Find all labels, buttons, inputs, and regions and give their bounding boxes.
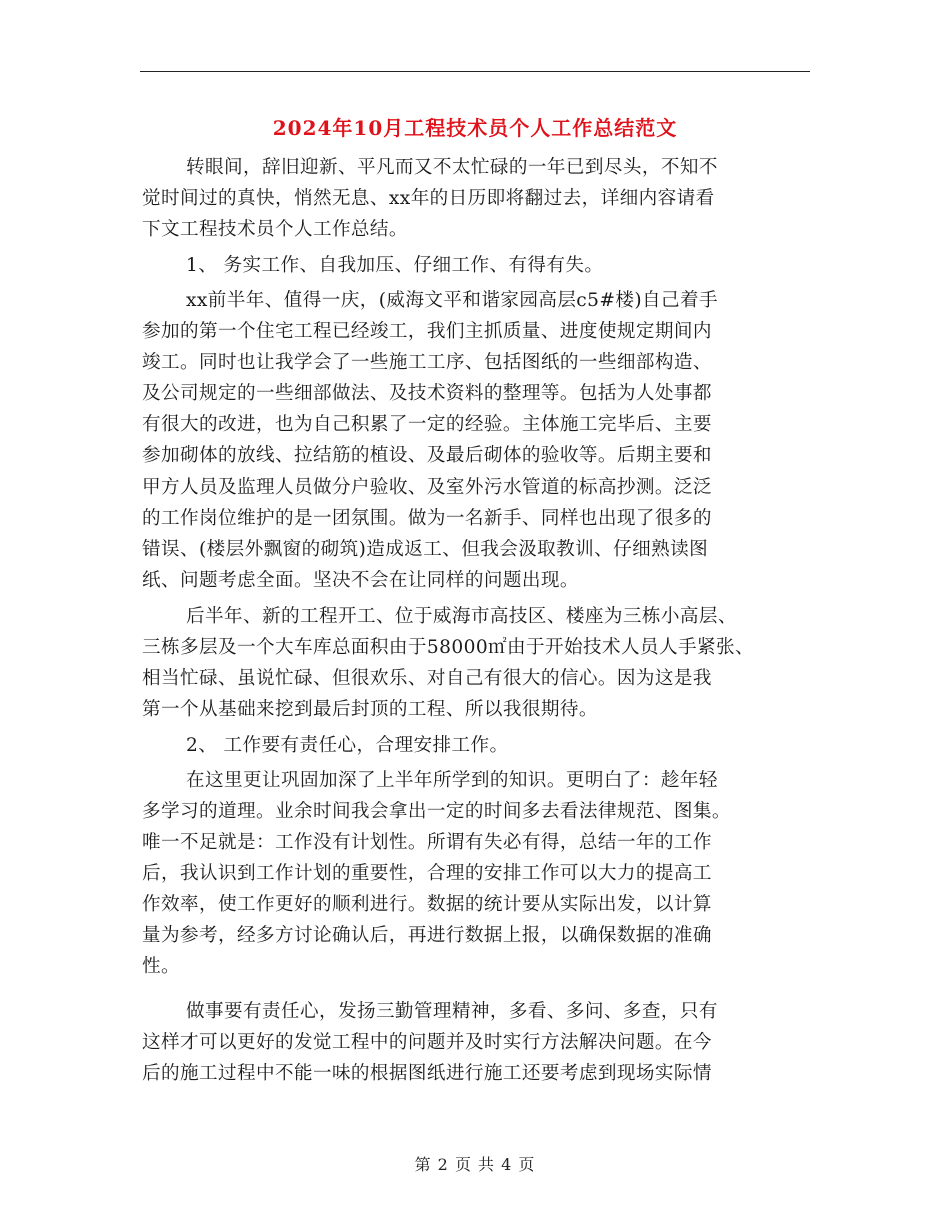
paragraph-line: 做事要有责任心，发扬三勤管理精神，多看、多问、多查，只有 [186, 1001, 718, 1022]
paragraph-line: 参加的第一个住宅工程已经竣工，我们主抓质量、进度使规定期间内 [142, 321, 712, 342]
paragraph-line: 在这里更让巩固加深了上半年所学到的知识。更明白了：趁年轻 [186, 770, 718, 791]
paragraph-line: 量为参考，经多方讨论确认后，再进行数据上报，以确保数据的准确 [142, 925, 712, 946]
paragraph-line: 第一个从基础来挖到最后封顶的工程、所以我很期待。 [142, 699, 598, 720]
paragraph-line: 下文工程技术员个人工作总结。 [142, 219, 408, 240]
paragraph-line: 作效率，使工作更好的顺利进行。数据的统计要从实际出发，以计算 [142, 894, 712, 915]
page-number: 第 2 页 共 4 页 [414, 1155, 536, 1174]
section-heading-2: 2、 工作要有责任心，合理安排工作。 [186, 735, 509, 756]
header-rule [140, 71, 810, 72]
paragraph-line: 后，我认识到工作计划的重要性，合理的安排工作可以大力的提高工 [142, 863, 712, 884]
paragraph-line: 这样才可以更好的发觉工程中的问题并及时实行方法解决问题。在今 [142, 1032, 712, 1053]
paragraph-line: 及公司规定的一些细部做法、及技术资料的整理等。包括为人处事都 [142, 383, 712, 404]
paragraph-line: 转眼间，辞旧迎新、平凡而又不太忙碌的一年已到尽头，不知不 [186, 157, 718, 178]
paragraph-line: 三栋多层及一个大车库总面积由于58000㎡由于开始技术人员人手紧张、 [142, 637, 754, 658]
paragraph-line: xx前半年、值得一庆，(威海文平和谐家园高层c5#楼)自己着手 [186, 290, 718, 311]
paragraph-line: 后半年、新的工程开工、位于威海市高技区、楼座为三栋小高层、 [186, 606, 737, 627]
document-title: 2024年10月工程技术员个人工作总结范文 [272, 116, 678, 140]
paragraph-line: 有很大的改进，也为自己积累了一定的经验。主体施工完毕后、主要 [142, 414, 712, 435]
section-heading-1: 1、 务实工作、自我加压、仔细工作、有得有失。 [186, 255, 604, 276]
paragraph-line: 相当忙碌、虽说忙碌、但很欢乐、对自己有很大的信心。因为这是我 [142, 668, 712, 689]
paragraph-line: 错误、(楼层外飘窗的砌筑)造成返工、但我会汲取教训、仔细熟读图 [142, 539, 709, 560]
paragraph-line: 纸、问题考虑全面。坚决不会在让同样的问题出现。 [142, 570, 579, 591]
paragraph-line: 参加砌体的放线、拉结筋的植设、及最后砌体的验收等。后期主要和 [142, 445, 712, 466]
paragraph-line: 多学习的道理。业余时间我会拿出一定的时间多去看法律规范、图集。 [142, 801, 731, 822]
paragraph-line: 性。 [142, 956, 180, 977]
paragraph-line: 唯一不足就是：工作没有计划性。所谓有失必有得，总结一年的工作 [142, 832, 712, 853]
paragraph-line: 的工作岗位维护的是一团氛围。做为一名新手、同样也出现了很多的 [142, 508, 712, 529]
paragraph-line: 竣工。同时也让我学会了一些施工工序、包括图纸的一些细部构造、 [142, 352, 712, 373]
paragraph-line: 觉时间过的真快，悄然无息、xx年的日历即将翻过去，详细内容请看 [142, 188, 715, 209]
paragraph-line: 甲方人员及监理人员做分户验收、及室外污水管道的标高抄测。泛泛 [142, 477, 712, 498]
paragraph-line: 后的施工过程中不能一味的根据图纸进行施工还要考虑到现场实际情 [142, 1063, 712, 1084]
